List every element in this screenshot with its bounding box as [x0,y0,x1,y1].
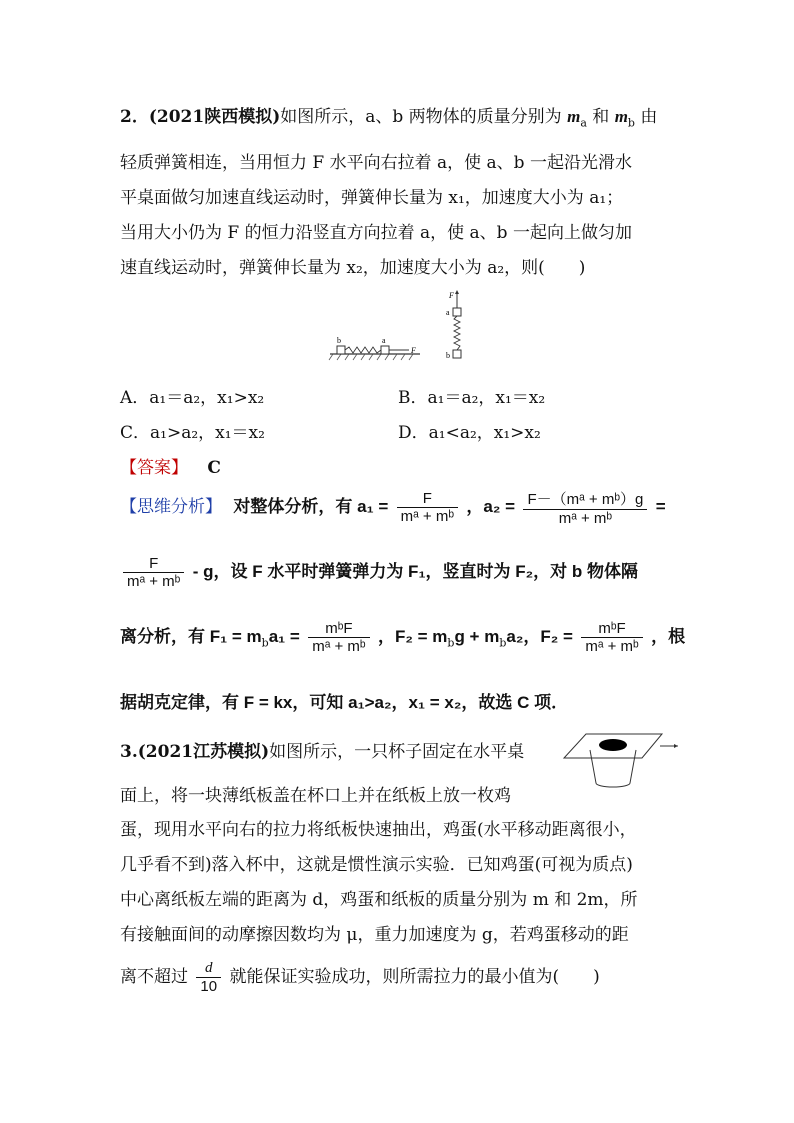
label-F-vertical: F [449,291,454,300]
spring-vertical [454,316,460,350]
block-b-vertical [453,350,461,358]
block-a-horizontal [381,346,389,354]
analysis-3c: ，F₂ = m [377,627,448,646]
subscript-b2: b [447,636,455,650]
label-b: b [337,336,341,345]
analysis-3d: g + m [454,627,500,646]
analysis-3-end: ，根 [651,627,686,646]
label-a-vertical: a [446,308,450,317]
q3-line-2: 面上，将一块薄纸板盖在杯口上并在纸板上放一枚鸡 [120,786,511,806]
block-b-horizontal [337,346,345,354]
q3-line1-text: 如图所示，一只杯子固定在水平桌 [269,742,525,762]
mass-b: m [614,107,628,126]
q3-line-7 [120,960,600,995]
answer-value: C [207,458,221,478]
option-c: C．a₁>a₂，x₁＝x₂ [120,423,265,443]
analysis-text-2: - g，设 F 水平时弹簧弹力为 F₁，竖直时为 F₂，对 b 物体隔 [192,562,638,581]
q3-line-3: 蛋，现用水平向右的拉力将纸板快速抽出，鸡蛋(水平移动距离很小， [120,820,637,840]
q3-line-5: 中心离纸板左端的距离为 d，鸡蛋和纸板的质量分别为 m 和 2m，所 [120,890,638,910]
analysis-label: 【思维分析】 [120,497,222,516]
analysis-line-1 [120,488,666,527]
block-a-vertical [453,308,461,316]
q3-line7-post: 就能保证实验成功，则所需拉力的最小值为( ) [229,967,600,987]
a1-fraction: $\frac{F}{\text{mᵃ + mᵇ}}$ [397,490,458,525]
analysis-line-2 [120,555,638,590]
q2-source: (2021陕西模拟) [148,107,281,127]
label-F: F [411,346,416,355]
q3-line-1 [120,737,524,762]
label-b-vertical: b [446,351,450,360]
cup-diagram [560,728,680,790]
q2-line-3: 平桌面做匀加速直线运动时，弹簧伸长量为 x₁，加速度大小为 a₁； [120,188,624,208]
q2-line-4: 当用大小仍为 F 的恒力沿竖直方向拉着 a，使 a、b 一起向上做匀加 [120,223,632,243]
spring-diagram [325,288,485,368]
a2-simplified-fraction: $\frac{F}{\text{mᵃ + mᵇ}}$ [123,555,184,590]
analysis-line-4: 据胡克定律，有 F = kx，可知 a₁>a₂，x₁ = x₂，故选 C 项． [120,693,569,712]
spring-horizontal [345,347,381,353]
q3-line-6: 有接触面间的动摩擦因数均为 μ，重力加速度为 g，若鸡蛋移动的距 [120,925,629,945]
f2-fraction: $\frac{\text{mᵇF}}{\text{mᵃ + mᵇ}}$ [581,620,642,655]
egg [599,739,627,751]
a2-fraction: $\frac{\text{F－（mᵃ + mᵇ）g}}{\text{mᵃ + mᵇ}}$ [523,488,647,527]
analysis-3b: a₁ = [268,627,300,646]
mass-a: m [567,107,581,126]
analysis-end-1: = [655,497,666,516]
analysis-text-1: 对整体分析，有 a₁ = [233,497,389,516]
analysis-3e: a₂，F₂ = [506,627,573,646]
q2-line1-text: 如图所示，a、b 两物体的质量分别为 [280,107,562,127]
subscript-b3: b [499,636,507,650]
subscript-b1: b [261,636,269,650]
q2-line1-end: 由 [640,107,658,127]
option-b: B．a₁＝a₂，x₁＝x₂ [398,388,546,408]
label-a: a [382,336,386,345]
analysis-line-3 [120,620,685,655]
d-over-10-fraction: $\frac{d}{10}$ [196,960,221,995]
answer-line [120,453,221,478]
q2-and: 和 [592,107,610,127]
option-a: A．a₁＝a₂，x₁>x₂ [120,388,265,408]
analysis-3a: 离分析，有 F₁ = m [120,627,262,646]
q2-line-2: 轻质弹簧相连，当用恒力 F 水平向右拉着 a，使 a、b 一起沿光滑水 [120,153,632,173]
f1-fraction: $\frac{\text{mᵇF}}{\text{mᵃ + mᵇ}}$ [308,620,369,655]
option-d: D．a₁<a₂，x₁>x₂ [398,423,541,443]
q3-line-4: 几乎看不到)落入杯中，这就是惯性演示实验．已知鸡蛋(可视为质点) [120,855,633,875]
q3-line7-pre: 离不超过 [120,967,188,987]
q2-number: 2． [120,107,149,127]
q2-line-5: 速直线运动时，弹簧伸长量为 x₂，加速度大小为 a₂，则( ) [120,258,586,278]
answer-label: 【答案】 [120,458,188,477]
analysis-mid-1: ，a₂ = [466,497,516,516]
q2-line-1: 2．(2021陕西模拟)如图所示，a、b 两物体的质量分别为 $m_a$ 和 $m_b$ 由 [120,107,658,130]
q3-number-source: 3.(2021江苏模拟) [120,742,270,762]
